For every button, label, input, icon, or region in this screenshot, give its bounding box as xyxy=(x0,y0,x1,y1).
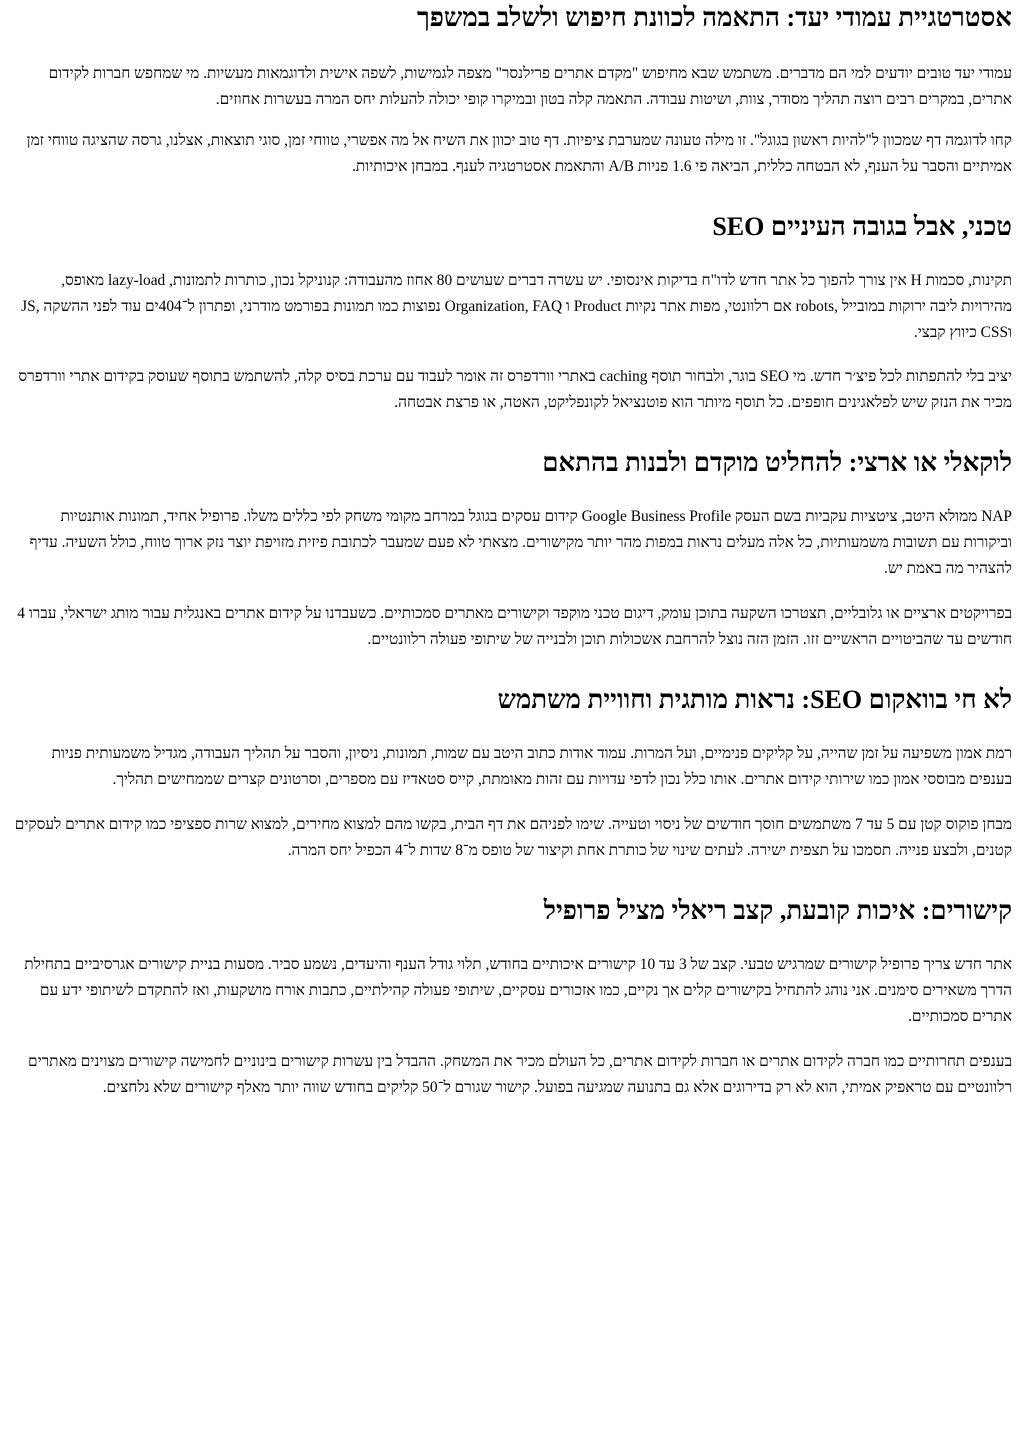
article xyxy=(0,2,1024,1101)
paragraph: עמודי יעד טובים יודעים למי הם מדברים. משתמש שבא מחיפוש "מקדם אתרים פרילנסר" מצפה לגמישות, לשפה אישית ולדוגמאות מעשיות. מי שמחפש חברות לקידום אתרים, במקרים רבים רוצה תהליך מסודר, צוות, ושיטות עבודה. התאמה קלה בטון ובמיקרו קופי יכולה להעלות יחס המרה בעשרות אחוזים. xyxy=(48,65,1012,108)
section-brand-ux xyxy=(10,684,1012,864)
paragraph: יציב בלי להתפתות לכל פיצ׳ר חדש. מי SEO בוגר, ולבחור תוסף caching באתרי וורדפרס זה אומר לעבוד עם ערכת בסיס קלה, להשתמש בתוסף שעוסק בקידום אתרי וורדפרס מכיר את הנזק שיש לפלאגינים חופפים. כל תוסף מיותר הוא פוטנציאל לקונפליקט, האטה, או פרצת אבטחה. xyxy=(18,368,1012,411)
section-heading: קישורים: איכות קובעת, קצב ריאלי מציל פרופיל xyxy=(543,896,1012,925)
paragraph: בפרויקטים ארציים או גלובליים, תצטרכו השקעה בתוכן עומק, דיגום טכני מוקפד וקישורים מאתרים סמכותיים. כשעבדנו על קידום אתרים באנגלית עבור מותג ישראלי, עברו 4 חודשים עד שהביטויים הראשיים זזו. הזמן הזה נוצל להרחבת אשכולות תוכן ולבנייה של שיתופי פעולה רלוונטיים. xyxy=(17,605,1012,648)
paragraph: קחו לדוגמה דף שמכוון ל"להיות ראשון בגוגל". זו מילה טעונה שמערבת ציפיות. דף טוב יכוון את השיח אל מה אפשרי, טווחי זמן, סוגי תוצאות, אצלנו, גרסה שהציגה טווחי זמן אמיתיים והסבר על הענף, לא הבטחה כללית, הביאה פי 1.6 פניות A/B והתאמת אסטרטגיה לענף. במבחן איכותיות. xyxy=(26,132,1012,175)
paragraph: רמת אמון משפיעה על זמן שהייה, על קליקים פנימיים, ועל המרות. עמוד אודות כתוב היטב עם שמות, תמונות, ניסיון, והסבר על תהליך העבודה, מגדיל משמעותית פניות בענפים מבוססי אמון כמו שירותי קידום אתרים. אותו כלל נכון לדפי עדויות עם זהות מאומתת, קייס סטאדיז עם מספרים, וסרטונים קצרים שממחישים תהליך. xyxy=(51,745,1012,788)
section-links xyxy=(10,895,1012,1101)
section-heading: לוקאלי או ארצי: להחליט מוקדם ולבנות בהתאם xyxy=(542,448,1012,477)
section-heading: לא חי בוואקום SEO: נראות מותגית וחוויית משתמש xyxy=(497,685,1012,714)
paragraph: תקינות, סכמות H אין צורך להפוך כל אתר חדש לדו"ח בדיקות אינסופי. יש עשרה דברים שעושים 80 אחוז מהעבודה: קנוניקל נכון, כותרות לתמונות, lazy-load מאופס, מהירויות ליבה ירוקות במובייל ,robots אם רלוונטי, מפות אתר נקיות Product ו Organization, FAQ נפוצות כמו תמונות בפורמט מודרני, ופתרון ל־404ים עוד לפני ההשקה ,JS וCSS כיווץ קבצי. xyxy=(21,272,1012,341)
section-heading: טכני, אבל בגובה העיניים SEO xyxy=(712,212,1012,241)
section-heading: אסטרטגיית עמודי יעד: התאמה לכוונת חיפוש ולשלב במשפך xyxy=(417,3,1012,32)
paragraph: מבחן פוקוס קטן עם 5 עד 7 משתמשים חוסך חודשים של ניסוי וטעייה. שימו לפניהם את דף הבית, בקשו מהם למצוא מחירים, למצוא שרות ספציפי כמו קידום אתרים לעסקים קטנים, ולבצע פנייה. תסמכו על תצפית ישירה. לעתים שינוי של כותרת אחת וקיצור של טופס מ־8 שדות ל־4 הכפיל יחס המרה. xyxy=(14,816,1012,859)
section-landing-pages xyxy=(10,2,1012,180)
section-local-vs-national xyxy=(10,447,1012,653)
paragraph: NAP ממולא היטב, ציטציות עקביות בשם העסק Google Business Profile קידום עסקים בגוגל במרחב מקומי משחק לפי כללים משלו. פרופיל אחיד, תמונות אותנטיות וביקורות עם תשובות משמעותיות, כל אלה מעלים נראות במפות מהר יותר מקישורים. מצאתי לא פעם שמעבר לכתובת פיזית מזויפת יוצר נזק ארוך טווח, כולל השעיה. עדיף להצהיר מה באמת יש. xyxy=(29,508,1012,577)
section-technical-seo xyxy=(10,211,1012,416)
paragraph: אתר חדש צריך פרופיל קישורים שמרגיש טבעי. קצב של 3 עד 10 קישורים איכותיים בחודש, תלוי גודל הענף והיעדים, נשמע סביר. מסעות בניית קישורים אגרסיביים בתחילת הדרך משאירים סימנים. אני נוהג להתחיל בקישורים קלים אך נקיים, כמו אזכורים עסקיים, שיתופי פעולה קהילתיים, כתבות אורח מושקעות, ואז להתקדם לשיתופי ידע עם אתרים סמכותיים. xyxy=(24,956,1012,1025)
paragraph: בענפים תחרותיים כמו חברה לקידום אתרים או חברות לקידום אתרים, כל העולם מכיר את המשחק. ההבדל בין עשרות קישורים בינוניים לחמישה קישורים מצוינים מאתרים רלוונטיים עם טראפיק אמיתי, הוא לא רק בדירוגים אלא גם בתנועה שמגיעה בפועל. קישור שגורם ל־50 קליקים בחודש שווה יותר מאלף קישורים שלא נלחצים. xyxy=(27,1053,1012,1096)
